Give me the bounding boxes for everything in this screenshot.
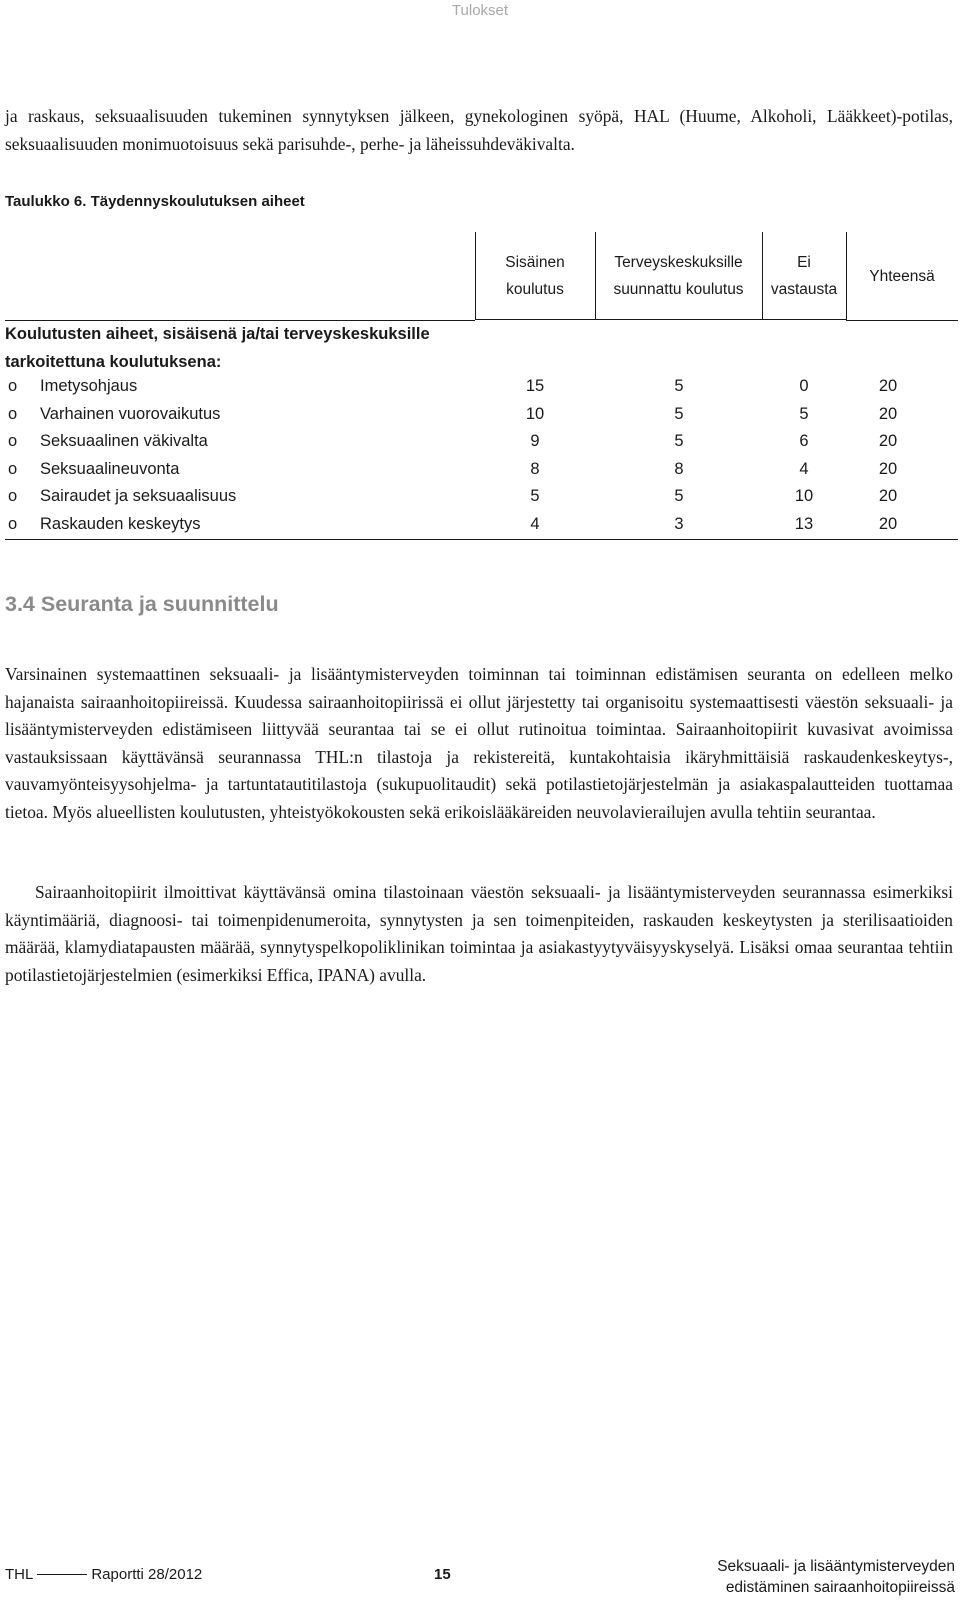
no-answer-value: 10 xyxy=(794,487,814,505)
running-head: Tulokset xyxy=(451,2,509,19)
table-caption: Taulukko 6. Täydennyskoulutuksen aiheet xyxy=(5,193,305,210)
total-value: 20 xyxy=(878,377,898,395)
topic-label: Imetysohjaus xyxy=(40,377,138,395)
health-center-value: 5 xyxy=(674,404,684,423)
total-value: 20 xyxy=(878,432,898,450)
bullet: o xyxy=(8,459,18,478)
header-total: Yhteensä xyxy=(846,232,958,321)
topic-label: Varhainen vuorovaikutus xyxy=(40,404,221,423)
section-paragraph-2: Sairaanhoitopiirit ilmoittivat käyttävänsä omina tilastoinaan väestön seksuaali- ja lisääntymisterveyden seurannassa esimerkiksi käyntimääriä, diagnoosi- tai toimenpidenumeroita, synnytysten ja sen toimenpiteiden, raskauden keskeytysten ja sterilisaatioiden määrää, klamydiatapausten määrää, synnytyspelkopoliklinikan toimintaa ja asiakastyytyväisyyskyselyä. Lisäksi omaa seurantaa tehtiin potilastietojärjestelmien (esimerkiksi Effica, IPANA) avulla. xyxy=(5,882,953,985)
internal-value: 15 xyxy=(525,377,545,395)
total-value: 20 xyxy=(878,459,898,478)
bullet: o xyxy=(8,487,18,505)
header-internal-training: Sisäinen koulutus xyxy=(475,232,595,320)
page-number: 15 xyxy=(434,1566,451,1583)
internal-value: 8 xyxy=(530,459,540,478)
health-center-value: 5 xyxy=(674,487,684,505)
header-divider xyxy=(475,232,476,320)
bullet: o xyxy=(8,377,18,395)
header-topic-cell xyxy=(5,232,475,321)
internal-value: 5 xyxy=(530,487,540,505)
footer-title xyxy=(630,1556,955,1598)
bullet: o xyxy=(8,432,18,450)
footer-title-line-1: Seksuaali- ja lisääntymisterveyden xyxy=(717,1558,955,1575)
footer-publisher: THL xyxy=(5,1566,34,1583)
footer-report-number: Raportti 28/2012 xyxy=(91,1566,203,1583)
table-row xyxy=(5,512,958,540)
topic-label: Raskauden keskeytys xyxy=(40,514,201,533)
table-header-row xyxy=(5,232,958,322)
topic-label: Sairaudet ja seksuaalisuus xyxy=(40,487,237,505)
bullet: o xyxy=(8,404,18,423)
no-answer-value: 5 xyxy=(799,404,809,423)
topic-label: Seksuaalineuvonta xyxy=(40,459,180,478)
section-title: 3.4 Seuranta ja suunnittelu xyxy=(5,592,279,616)
total-value: 20 xyxy=(878,404,898,423)
header-no-answer: Ei vastausta xyxy=(762,232,846,320)
table-row xyxy=(5,457,958,485)
no-answer-value: 6 xyxy=(799,432,809,450)
health-center-value: 5 xyxy=(674,432,684,450)
footer-rule xyxy=(37,1574,87,1575)
bullet: o xyxy=(8,514,18,533)
section-paragraph-1: Varsinainen systemaattinen seksuaali- ja lisääntymisterveyden toiminnan tai toiminnan edistämisen seuranta on edelleen melko hajanaista sairaanhoitopiireissä. Kuudessa sairaanhoitopiirissä ei ollut järjestetty tai organisoitu systemaattisesti väestön seksuaali- ja lisääntymisterveyden edistämiseen liittyvää seurantaa tai se ei ollut rutinoitua toimintaa. Sairaanhoitopiirit kuvasivat avoimissa vastauksissaan käyttävänsä seurannassa THL:n tilastoja ja rekistereitä, kuntakohtaisia ikäryhmittäisiä raskaudenkeskeytys-, vauvamyönteisyysohjelma- ja tartuntatautitilastoja (sukupuolitaudit) sekä potilastietojärjestelmän ja asiakaspalautteiden tuottamaa tietoa. Myös alueellisten koulutusten, yhteistyökokousten sekä erikoislääkäreiden neuvolavierailujen avulla tehtiin seurantaa. xyxy=(5,664,953,822)
intro-paragraph: ja raskaus, seksuaalisuuden tukeminen synnytyksen jälkeen, gynekologinen syöpä, HAL (Huume, Alkoholi, Lääkkeet)-potilas, seksuaalisuuden monimuotoisuus sekä parisuhde-, perhe- ja läheissuhdeväkivalta. xyxy=(5,106,953,154)
header-divider xyxy=(762,232,763,320)
table-row xyxy=(5,374,958,402)
internal-value: 9 xyxy=(530,432,540,450)
total-value: 20 xyxy=(878,487,898,505)
header-health-center-training: Terveyskeskuksille suunnattu koulutus xyxy=(595,232,762,320)
total-value: 20 xyxy=(878,514,898,533)
health-center-value: 8 xyxy=(674,459,684,478)
table-row xyxy=(5,402,958,430)
header-divider xyxy=(595,232,596,320)
no-answer-value: 0 xyxy=(799,377,809,395)
table-row xyxy=(5,429,958,457)
no-answer-value: 13 xyxy=(794,514,814,533)
training-topics-table xyxy=(5,232,958,533)
no-answer-value: 4 xyxy=(799,459,809,478)
footer-title-line-2: edistäminen sairaanhoitopiireissä xyxy=(725,1579,955,1596)
table-row xyxy=(5,484,958,512)
topic-label: Seksuaalinen väkivalta xyxy=(40,432,208,450)
header-divider xyxy=(846,232,847,320)
health-center-value: 5 xyxy=(674,377,684,395)
internal-value: 10 xyxy=(525,404,545,423)
internal-value: 4 xyxy=(530,514,540,533)
health-center-value: 3 xyxy=(674,514,684,533)
footer-report xyxy=(5,1566,202,1583)
table-bottom-rule xyxy=(5,539,958,540)
topic-heading: Koulutusten aiheet, sisäisenä ja/tai terveyskeskuksille tarkoitettuna koulutuksena: xyxy=(5,325,430,371)
